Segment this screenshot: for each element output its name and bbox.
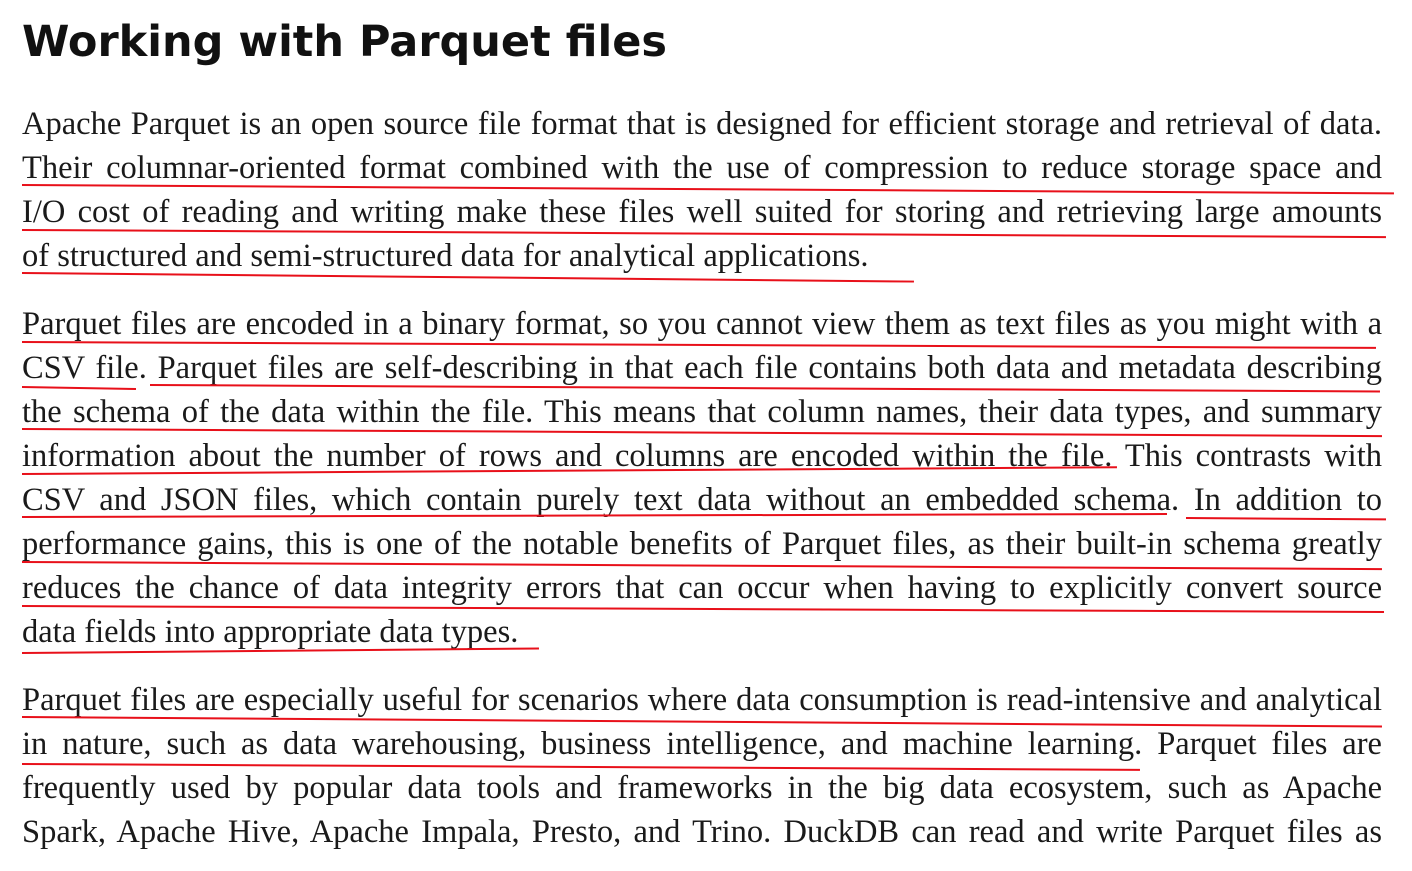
paragraph-3-line-4: Spark, Apache Hive, Apache Impala, Presto, and Trino. DuckDB can read and write Parquet files as [22, 814, 1382, 850]
paragraph-1-line-1: Apache Parquet is an open source file format that is designed for efficient storage and retrieval of data. [22, 106, 1382, 142]
paragraph-3-line-2: in nature, such as data warehousing, business intelligence, and machine learning. Parquet files are [22, 726, 1382, 762]
paragraph-2-line-5: CSV and JSON files, which contain purely text data without an embedded schema. In addition to [22, 482, 1382, 518]
paragraph-2-line-4: information about the number of rows and columns are encoded within the file. This contrasts with [22, 438, 1382, 474]
paragraph-1-line-4: of structured and semi-structured data for analytical applications. [22, 238, 869, 274]
paragraph-3-line-3: frequently used by popular data tools and frameworks in the big data ecosystem, such as Apache [22, 770, 1382, 806]
paragraph-2-line-8: data fields into appropriate data types. [22, 614, 519, 650]
paragraph-1-line-2: Their columnar-oriented format combined with the use of compression to reduce storage space and [22, 150, 1382, 186]
paragraph-3-line-1: Parquet files are especially useful for scenarios where data consumption is read-intensive and analytical [22, 682, 1382, 718]
paragraph-2-line-3: the schema of the data within the file. This means that column names, their data types, and summary [22, 394, 1382, 430]
paragraph-2-line-2: CSV file. Parquet files are self-describing in that each file contains both data and metadata describing [22, 350, 1382, 386]
section-heading: Working with Parquet files [22, 17, 667, 67]
paragraph-1-line-3: I/O cost of reading and writing make these files well suited for storing and retrieving large amounts [22, 194, 1382, 230]
paragraph-2-line-7: reduces the chance of data integrity errors that can occur when having to explicitly convert source [22, 570, 1382, 606]
paragraph-2-line-1: Parquet files are encoded in a binary format, so you cannot view them as text files as you might with a [22, 306, 1382, 342]
paragraph-2-line-6: performance gains, this is one of the notable benefits of Parquet files, as their built-in schema greatly [22, 526, 1382, 562]
